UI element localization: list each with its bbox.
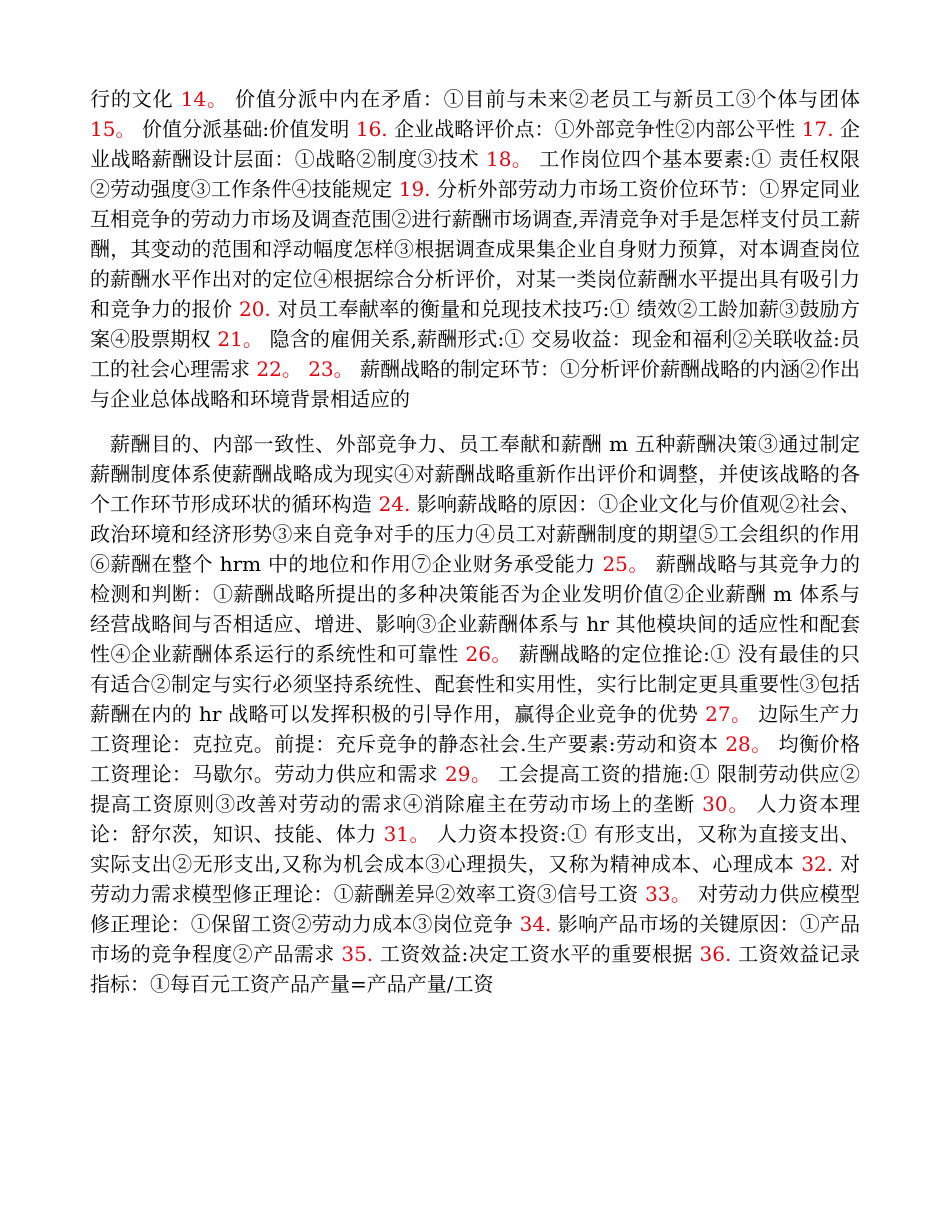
item-number: 29。 (445, 762, 492, 786)
text-run: 影响薪战略的原因：①企业文化与价值观②社会、政治环境和经济形势③来自竞争对手的压力④员工对薪酬制度的期望⑤工会组织的作用⑥薪酬在整个 hrm 中的地位和作用⑦企业财务承受能力 (90, 492, 860, 576)
text-run: 对劳动力需求模型修正理论：①薪酬差异②效率工资③信号工资 (90, 852, 860, 906)
text-run: 人力资本投资:① 有形支出，又称为直接支出、实际支出②无形支出,又称为机会成本③心理损失，又称为精神成本、心理成本 (90, 822, 861, 876)
item-number: 23。 (308, 357, 354, 381)
item-number: 33。 (645, 882, 692, 906)
paragraph-1 (90, 84, 860, 414)
text-run: 人力资本理论：舒尔茨，知识、技能、体力 (90, 792, 861, 846)
item-number: 25。 (602, 552, 649, 576)
text-run: 薪酬战略与其竞争力的检测和判断：①薪酬战略所提出的多种决策能否为企业发明价值②企业薪酬 m 体系与经营战略间与否相适应、增进、影响③企业薪酬体系与 hr 其他模块间的适应性和配套性④企业薪酬体系运行的系统性和可靠性 (90, 552, 861, 666)
item-number: 31。 (383, 822, 430, 846)
text-run: 工资效益:决定工资水平的重要根据 (373, 942, 700, 966)
text-run: 影响产品市场的关键原因：①产品市场的竞争程度②产品需求 (90, 912, 860, 966)
text-run: 均衡价格工资理论：马歇尔。劳动力供应和需求 (90, 732, 861, 786)
text-run: 分析外部劳动力市场工资价位环节：①界定同业互相竞争的劳动力市场及调查范围②进行薪酬市场调查,弄清竞争对手是怎样支付员工薪酬，其变动的范围和浮动幅度怎样③根据调查成果集企业自身财力预算，对本调查岗位的薪酬水平作出对的定位④根据综合分析评价，对某一类岗位薪酬水平提出具有吸引力和竞争力的报价 (90, 177, 861, 321)
item-number: 15。 (90, 117, 136, 141)
item-number: 20. (238, 297, 271, 321)
text-run: 薪酬战略的定位推论:① 没有最佳的只有适合②制定与实行必须坚持系统性、配套性和实用性，实行比制定更具重要性③包括薪酬在内的 hr 战略可以发挥积极的引导作用，赢得企业竞争的优势 (90, 642, 861, 726)
item-number: 16. (355, 117, 388, 141)
text-run: 边际生产力工资理论：克拉克。前提：充斥竞争的静态社会.生产要素:劳动和资本 (90, 702, 861, 756)
text-run: 工资效益记录指标：①每百元工资产品产量=产品产量/工资 (90, 942, 861, 996)
document-page (90, 84, 860, 999)
item-number: 35. (341, 942, 374, 966)
item-number: 14。 (180, 87, 228, 111)
item-number: 30。 (702, 792, 750, 816)
paragraph-2 (90, 429, 860, 999)
item-number: 17. (801, 117, 834, 141)
item-number: 19. (398, 177, 431, 201)
text-run: 价值分派基础:价值发明 (135, 117, 356, 141)
text-run: 对员工奉献率的衡量和兑现技术技巧:① 绩效②工龄加薪③鼓励方案④股票期权 (90, 297, 861, 351)
text-run: 行的文化 (90, 87, 181, 111)
item-number: 21。 (217, 327, 264, 351)
text-run: 薪酬战略的制定环节：①分析评价薪酬战略的内涵②作出与企业总体战略和环境背景相适应的 (90, 357, 861, 411)
item-number: 34. (519, 912, 552, 936)
text-run: 价值分派中内在矛盾：①目前与未来②老员工与新员工③个体与团体 (227, 87, 861, 111)
item-number: 18。 (485, 147, 533, 171)
item-number: 28。 (725, 732, 772, 756)
text-run: 工会提高工资的措施:① 限制劳动供应②提高工资原则③改善对劳动的需求④消除雇主在劳动市场上的垄断 (90, 762, 861, 816)
item-number: 27。 (705, 702, 752, 726)
text-run: 企业战略薪酬设计层面：①战略②制度③技术 (90, 117, 861, 171)
item-number: 32. (801, 852, 834, 876)
text-run: 工作岗位四个基本要素:① 责任权限②劳动强度③工作条件④技能规定 (90, 147, 861, 201)
item-number: 22。 (256, 357, 302, 381)
text-run: 对劳动力供应模型修正理论：①保留工资②劳动力成本③岗位竞争 (90, 882, 861, 936)
item-number: 24. (378, 492, 411, 516)
item-number: 26。 (465, 642, 512, 666)
text-run: 隐含的雇佣关系,薪酬形式:① 交易收益：现金和福利②关联收益:员工的社会心理需求 (90, 327, 861, 381)
text-run: 企业战略评价点：①外部竞争性②内部公平性 (387, 117, 802, 141)
item-number: 36. (699, 942, 732, 966)
text-run: 薪酬目的、内部一致性、外部竞争力、员工奉献和薪酬 m 五种薪酬决策③通过制定薪酬制度体系使薪酬战略成为现实④对薪酬战略重新作出评价和调整，并使该战略的各个工作环节形成环状的循环构造 (90, 432, 860, 516)
